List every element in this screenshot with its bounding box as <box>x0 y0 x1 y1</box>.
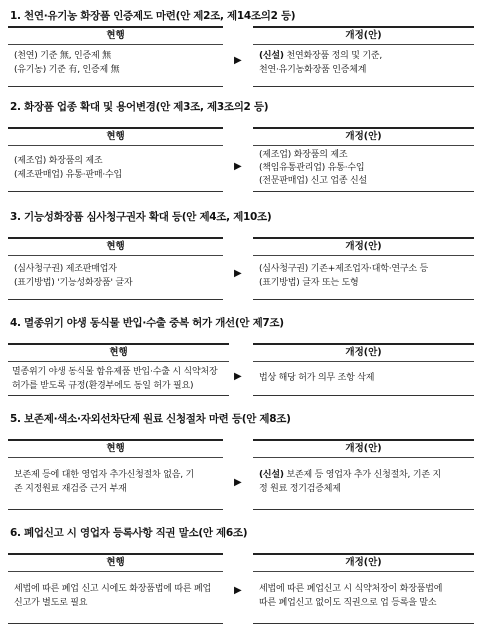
section-title: 5. 보존제·색소·자외선차단제 원료 신청절차 마련 등(안 제8조) <box>10 413 291 425</box>
revised-line <box>259 49 468 63</box>
current-line: (유기농) 기준 有, 인증제 無 <box>14 65 120 75</box>
current-line: (심사청구권) 제조판매업자 <box>14 264 117 274</box>
revised-header: 개정(안) <box>253 28 474 45</box>
revised-header: 개정(안) <box>253 345 474 362</box>
section-title: 1. 천연·유기농 화장품 인증제도 마련(안 제2조, 제14조의2 등) <box>10 10 296 22</box>
revised-line: 따른 폐업신고 없이도 직권으로 업 등록을 말소 <box>259 598 437 608</box>
current-line: 허가를 받도록 규정(환경부에도 동일 허가 필요) <box>12 381 194 391</box>
revised-line: (제조업) 화장품의 제조 <box>259 150 348 160</box>
current-line: 보존제 등에 대한 영업자 추가신청절차 없음, 기 <box>14 470 195 480</box>
current-line: (제조판매업) 유통·판매·수입 <box>14 170 123 180</box>
current-header: 현행 <box>8 129 223 146</box>
revised-header: 개정(안) <box>253 129 474 146</box>
revised-text: 천연화장품 정의 및 기준, <box>283 51 383 61</box>
revised-box <box>253 26 474 87</box>
current-header: 현행 <box>8 28 223 45</box>
current-line: 신고가 별도로 필요 <box>14 598 88 608</box>
current-line: (천연) 기준 無, 인증제 無 <box>14 51 111 61</box>
current-line: (제조업) 화장품의 제조 <box>14 156 103 166</box>
current-line: 세법에 따른 폐업 신고 시에도 화장품법에 따른 폐업 <box>14 584 212 594</box>
current-header: 현행 <box>8 441 223 458</box>
current-header: 현행 <box>8 345 229 362</box>
current-box <box>8 439 223 510</box>
current-box <box>8 127 223 192</box>
current-line: 멸종위기 야생 동식물 함유제품 반입·수출 시 식약처장 <box>12 367 218 377</box>
revised-box <box>253 553 474 624</box>
arrow-icon: ▶ <box>234 371 242 382</box>
current-header: 현행 <box>8 555 223 572</box>
arrow-icon: ▶ <box>234 477 242 488</box>
current-box <box>8 237 223 300</box>
revised-header: 개정(안) <box>253 239 474 256</box>
revised-line: 법상 해당 허가 의무 조항 삭제 <box>259 373 375 383</box>
section-title: 2. 화장품 업종 확대 및 용어변경(안 제3조, 제3조의2 등) <box>10 101 269 113</box>
revised-line: 정 원료 정기검증체제 <box>259 484 341 494</box>
arrow-icon: ▶ <box>234 585 242 596</box>
revised-box <box>253 127 474 192</box>
revised-header: 개정(안) <box>253 441 474 458</box>
current-line: 존 지정원료 재검증 근거 부재 <box>14 484 127 494</box>
section-title: 4. 멸종위기 야생 동식물 반입·수출 중복 허가 개선(안 제7조) <box>10 317 284 329</box>
section-title: 3. 기능성화장품 심사청구권자 확대 등(안 제4조, 제10조) <box>10 211 272 223</box>
arrow-icon: ▶ <box>234 55 242 66</box>
current-box <box>8 26 223 87</box>
revised-line: 천연·유기농화장품 인증체계 <box>259 65 367 75</box>
revised-line: (전문판매업) 신고 업종 신설 <box>259 176 368 186</box>
section-title: 6. 폐업신고 시 영업자 등록사항 직권 말소(안 제6조) <box>10 527 248 539</box>
revised-line: (책임유통관리업) 유통·수입 <box>259 163 365 173</box>
current-header: 현행 <box>8 239 223 256</box>
new-tag: (신설) <box>259 51 284 61</box>
revised-line: 세법에 따른 폐업신고 시 식약처장이 화장품법에 <box>259 584 443 594</box>
revised-box <box>253 343 474 396</box>
revised-box <box>253 439 474 510</box>
current-box <box>8 553 223 624</box>
revised-header: 개정(안) <box>253 555 474 572</box>
revised-text: 보존제 등 영업자 추가 신청절차, 기존 지 <box>283 470 442 480</box>
revised-line: (심사청구권) 기존+제조업자·대학·연구소 등 <box>259 264 429 274</box>
arrow-icon: ▶ <box>234 268 242 279</box>
revised-line <box>259 468 468 482</box>
new-tag: (신설) <box>259 470 284 480</box>
revised-line: (표기방법) 글자 또는 도형 <box>259 278 359 288</box>
current-box <box>8 343 229 396</box>
arrow-icon: ▶ <box>234 161 242 172</box>
current-line: (표기방법) '기능성화장품' 글자 <box>14 278 133 288</box>
revised-box <box>253 237 474 300</box>
